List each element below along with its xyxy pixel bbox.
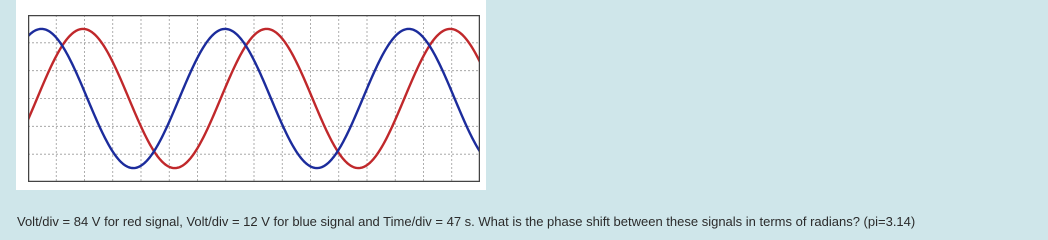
oscilloscope-figure bbox=[16, 0, 486, 190]
oscilloscope-display bbox=[28, 15, 480, 182]
question-text: Volt/div = 84 V for red signal, Volt/div = 12 V for blue signal and Time/div = 47 s. What is the phase shift between these signals in terms of radians? (pi=3.14) bbox=[17, 214, 916, 229]
